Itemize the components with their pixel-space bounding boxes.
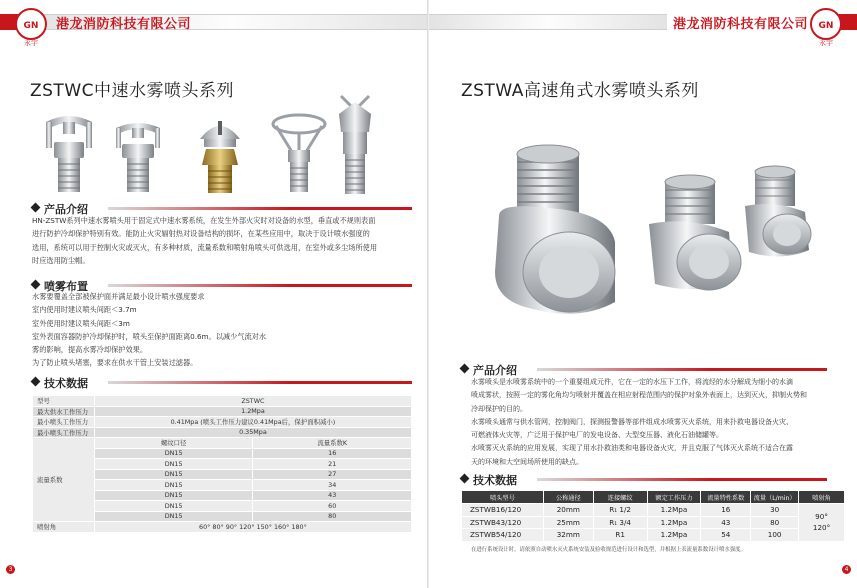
logo-subtitle: 永宇 [24, 39, 38, 47]
thread-cell: R₁ 1/2 [593, 504, 647, 517]
section-rule [108, 381, 412, 384]
max-pressure-value: 1.2Mpa [94, 406, 411, 417]
tech-section-header [32, 375, 412, 389]
header-thread: 连接螺纹 [593, 491, 647, 504]
right-page [429, 0, 857, 588]
table-footnote: 在进行系统设计时，请依照自动喷水灭火系统安装及验收规范进行设计和选型，并根据上表流量系数设计喷水强度。 [471, 547, 746, 553]
tech-table-right [461, 490, 845, 542]
model-label: 型号 [33, 396, 95, 407]
company-name: 港龙消防科技有限公司 [673, 17, 809, 32]
max-pressure-label: 最大供水工作压力 [33, 406, 95, 417]
logo-subtitle: 永宇 [819, 39, 833, 47]
flow-cell: 80 [751, 516, 799, 529]
section-rule [108, 207, 412, 210]
min-cooling-label: 最小喷头工作压力 [33, 427, 95, 438]
port-cell: DN15 [94, 459, 253, 470]
port-cell: DN15 [94, 511, 253, 522]
section-rule [537, 368, 827, 371]
port-cell: DN15 [94, 469, 253, 480]
intro-line: HN-ZSTW系列中速水雾喷头用于固定式中速水雾系统，在发生外部火灾时对设备的水型，垂直或不规则表面 [32, 216, 376, 225]
layout-line: 室外使用时建议喷头间距＜3m [32, 318, 130, 328]
dn-cell: 32mm [543, 529, 593, 542]
svg-text:GN: GN [818, 21, 834, 31]
layout-line: 室内使用时建议喷头间距＜3.7m [32, 305, 137, 315]
section-rule [537, 478, 827, 481]
intro-line: 进行防护冷却保护特别有效。能防止火灾辐射热对设备结构的损坏，在某些应用中，取决于设计喷水强度的 [32, 229, 370, 239]
page-number: 4 [842, 565, 851, 574]
diamond-icon [31, 377, 41, 387]
diamond-icon [31, 203, 41, 213]
company-name: 港龙消防科技有限公司 [56, 17, 192, 32]
intro-section-header [32, 201, 412, 215]
header-flow: 流量（L/min） [751, 491, 799, 504]
angle-label: 喷射角 [33, 522, 95, 533]
k-cell: 60 [253, 501, 412, 512]
tech-table-left [32, 395, 412, 533]
intro-line: 可燃液体火灾等，广泛用于保护电厂的发电设备、大型变压器、液化石油储罐等。 [471, 431, 723, 440]
intro-line: 喷成雾状，按照一定的雾化角均匀喷射并覆盖在相应射程范围内的保护对象外表面上，达到灭火，抑制火势和 [471, 391, 807, 400]
intro-line: 选用，系统可以用于控制火灾或灭火，有多种材质，流量系数和喷射角喷头可供选用，在室外或多尘场所使用 [32, 242, 378, 252]
nozzle-tall-image [333, 92, 377, 196]
company-logo-icon [14, 7, 48, 41]
tech-heading: 技术数据 [473, 474, 517, 487]
intro-heading: 产品介绍 [473, 364, 517, 377]
diamond-icon [460, 474, 470, 484]
intro-line: 冷却保护的目的。 [471, 404, 527, 413]
layout-line: 水雾要覆盖全部被保护面并满足最小设计喷水强度要求 [32, 292, 205, 301]
svg-text:GN: GN [23, 21, 39, 31]
angle-cell [799, 504, 845, 542]
min-pressure-value: 0.41Mpa (喷头工作压力建议0.41Mpa后，保护面积减小) [94, 417, 411, 428]
k-cell: 43 [701, 516, 751, 529]
page-title: ZSTWA高速角式水雾喷头系列 [461, 81, 699, 101]
pressure-cell: 1.2Mpa [647, 504, 701, 517]
page-number: 3 [6, 565, 15, 574]
intro-paragraph [471, 376, 843, 469]
k-cell: 54 [701, 529, 751, 542]
intro-line: 天的环境和大空间场所使用的缺点。 [471, 457, 583, 466]
layout-line: 雾的影响，提高水雾冷却保护效果。 [32, 345, 148, 355]
intro-line: 水喷雾灭火系统的应用发展，实现了用水扑救油类和电器设备火灾，并且克服了气体灭火系统不适合在露 [471, 444, 793, 453]
k-cell: 21 [253, 459, 412, 470]
left-page [0, 0, 428, 588]
diamond-icon [31, 280, 41, 290]
angle-value: 90° [815, 512, 828, 522]
flow-cell: 30 [751, 504, 799, 517]
intro-line: 时应选用防尘帽。 [32, 255, 90, 265]
thread-cell: R1 [593, 529, 647, 542]
port-cell: DN15 [94, 448, 253, 459]
nozzle-frame-2-image [112, 120, 164, 194]
dn-cell: 25mm [543, 516, 593, 529]
intro-line: 水雾喷头通常与供水管网，控制阀门，探测报警器等部件组成水喷雾灭火系统，用来扑救电器设备火灾、 [471, 417, 793, 426]
angle-nozzle-image [469, 112, 829, 342]
intro-heading: 产品介绍 [44, 203, 88, 216]
diamond-icon [460, 364, 470, 374]
header-k: 流量特性系数 [701, 491, 751, 504]
layout-line: 为了防止喷头堵塞，要求在供水干管上安装过滤器。 [32, 358, 198, 368]
k-cell: 43 [253, 490, 412, 501]
header-model: 喷头型号 [462, 491, 544, 504]
company-logo-icon [809, 7, 843, 41]
layout-line: 室外表面容器防护冷却保护时，喷头至保护面距离0.6m。以减少气流对水 [32, 331, 267, 341]
model-cell: ZSTWB43/120 [462, 516, 544, 529]
min-pressure-label: 最小喷头工作压力 [33, 417, 95, 428]
header-pressure: 额定工作压力 [647, 491, 701, 504]
pressure-cell: 1.2Mpa [647, 529, 701, 542]
intro-paragraph [32, 214, 412, 267]
layout-heading: 喷雾布置 [44, 280, 88, 293]
k-cell: 27 [253, 469, 412, 480]
model-cell: ZSTWB54/120 [462, 529, 544, 542]
dn-cell: 20mm [543, 504, 593, 517]
header-dn: 公称通径 [543, 491, 593, 504]
angle-value: 120° [812, 523, 831, 533]
nozzle-cage-image [268, 112, 330, 194]
port-cell: DN15 [94, 501, 253, 512]
model-value: ZSTWC [94, 396, 411, 407]
tech-section-header [461, 472, 841, 486]
k-cell: 16 [253, 448, 412, 459]
section-rule [108, 284, 412, 287]
nozzle-brass-image [196, 115, 244, 195]
header-bar [429, 14, 667, 30]
angle-value: 60° 80° 90° 120° 150° 160° 180° [94, 522, 411, 533]
tech-heading: 技术数据 [44, 377, 88, 390]
layout-paragraph [32, 290, 412, 370]
min-cooling-value: 0.35Mpa [94, 427, 411, 438]
pressure-cell: 1.2Mpa [647, 516, 701, 529]
intro-line: 水雾喷头是水喷雾系统中的一个重要组成元件，它在一定的水压下工作，将流经的水分解成为细小的水滴 [471, 378, 793, 386]
flow-label: 流量系数 [33, 438, 95, 522]
k-cell: 34 [253, 480, 412, 491]
thread-cell: R₁ 3/4 [593, 516, 647, 529]
port-cell: DN15 [94, 490, 253, 501]
model-cell: ZSTWB16/120 [462, 504, 544, 517]
k-cell: 80 [253, 511, 412, 522]
k-header: 流量系数K [253, 438, 412, 449]
header-angle: 喷射角 [799, 491, 845, 504]
nozzle-frame-1-image [40, 112, 98, 194]
flow-cell: 100 [751, 529, 799, 542]
page-title: ZSTWC中速水雾喷头系列 [30, 81, 235, 101]
k-cell: 16 [701, 504, 751, 517]
port-cell: DN15 [94, 480, 253, 491]
port-header: 螺纹口径 [94, 438, 253, 449]
intro-section-header [461, 362, 841, 376]
